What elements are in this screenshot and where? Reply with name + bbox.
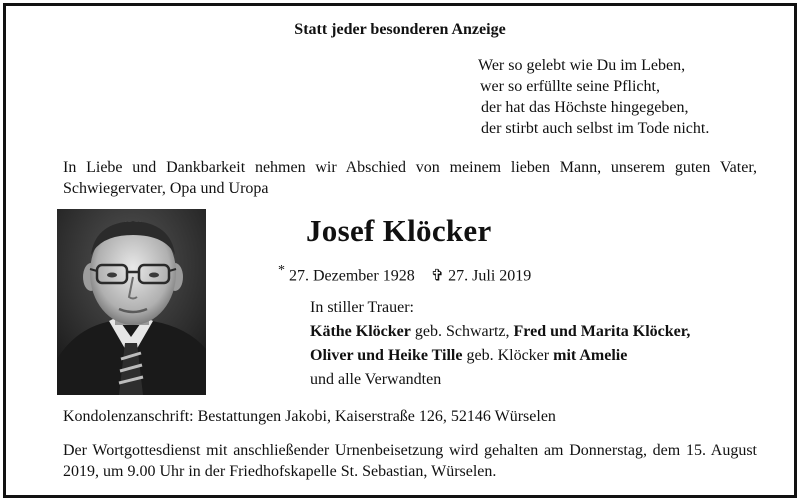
poem-line-1: Wer so gelebt wie Du im Leben,	[478, 57, 686, 74]
mourners-line-2	[310, 344, 690, 368]
mourner-name: Oliver und Heike Tille	[310, 347, 463, 364]
poem-line-2: wer so erfüllte seine Pflicht,	[480, 78, 660, 95]
notice-heading: Statt jeder besonderen Anzeige	[294, 21, 506, 38]
condolence-address: Kondolenzanschrift: Bestattungen Jakobi, Kaiserstraße 126, 52146 Würselen	[63, 408, 556, 425]
service-details: Der Wortgottesdienst mit anschließender Urnenbeisetzung wird gehalten am Donnerstag, dem 15. August 2019, um 9.00 Uhr in der Friedhofskapelle St. Sebastian, Würselen.	[63, 442, 757, 480]
mourners-line-1	[310, 320, 690, 344]
poem-line-4: der stirbt auch selbst im Tode nicht.	[481, 120, 710, 137]
mourner-name: Käthe Klöcker	[310, 323, 411, 340]
death-date: 27. Juli 2019	[448, 267, 532, 285]
mourner-name: mit Amelie	[553, 347, 628, 364]
mourner-suffix: geb. Schwartz,	[410, 323, 514, 340]
death-cross-icon: ✞	[430, 267, 445, 285]
memorial-poem	[478, 55, 709, 139]
mourner-suffix: geb. Klöcker	[462, 347, 554, 364]
farewell-intro: In Liebe und Dankbarkeit nehmen wir Abschied von meinem lieben Mann, unserem guten Vater, Schwiegervater, Opa und Uropa	[63, 159, 757, 197]
life-dates	[278, 263, 531, 285]
birth-date: 27. Dezember 1928	[289, 267, 415, 285]
mourners-intro: In stiller Trauer:	[310, 299, 414, 316]
mourners-block	[310, 296, 690, 392]
portrait-image	[57, 209, 206, 395]
deceased-name: Josef Klöcker	[306, 213, 492, 248]
birth-symbol: *	[278, 263, 285, 278]
poem-line-3: der hat das Höchste hingegeben,	[481, 99, 689, 116]
mourner-name: Fred und Marita Klöcker,	[513, 323, 691, 340]
portrait-photo	[57, 209, 206, 395]
mourners-end: und alle Verwandten	[310, 371, 442, 388]
obituary-frame	[3, 3, 797, 498]
